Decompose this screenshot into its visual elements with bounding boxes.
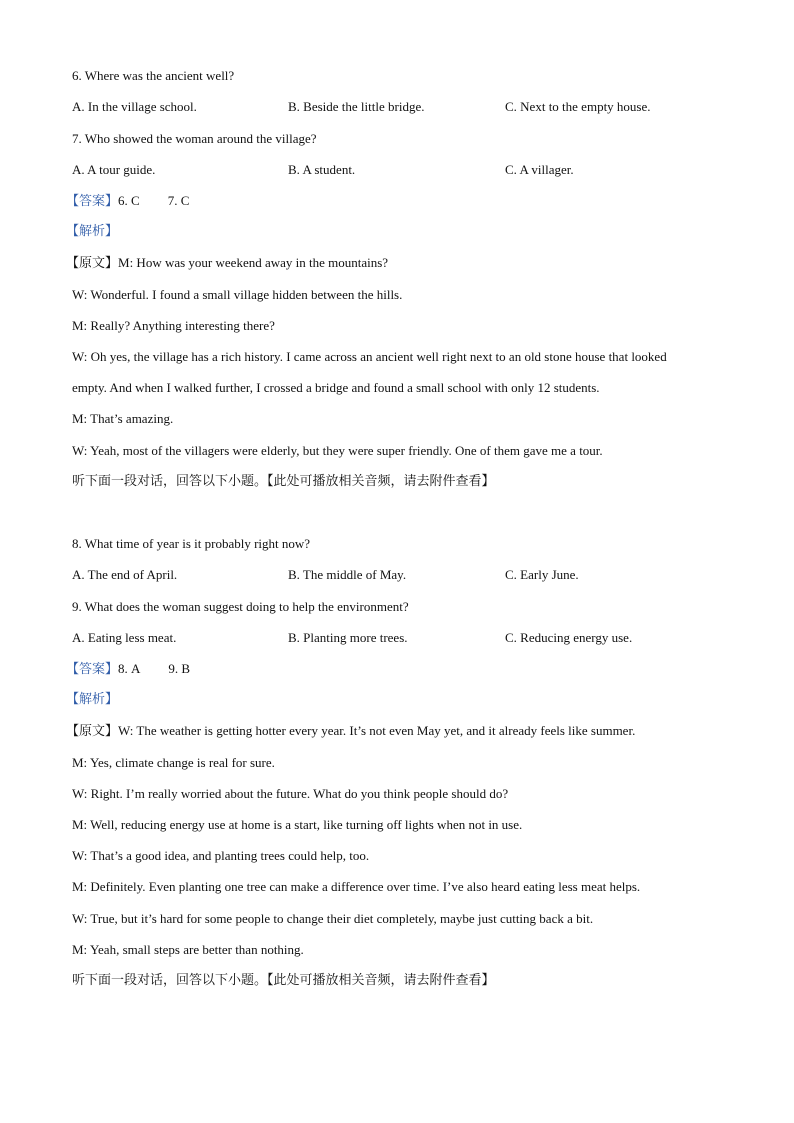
answer-9: 9. B <box>168 661 191 676</box>
analysis-label: 【解析】 <box>66 224 119 239</box>
question-9: 9. What does the woman suggest doing to help the environment? <box>72 599 409 614</box>
transcript-line: W: Wonderful. I found a small village hidden between the hills. <box>72 287 403 302</box>
option-b: B. A student. <box>288 162 356 177</box>
question-7: 7. Who showed the woman around the village? <box>72 131 317 146</box>
transcript-line: M: Really? Anything interesting there? <box>72 318 275 333</box>
transcript-line: W: Yeah, most of the villagers were elderly, but they were super friendly. One of them gave me a tour. <box>72 443 603 458</box>
transcript-line: M: Well, reducing energy use at home is a start, like turning off lights when not in use. <box>72 817 523 832</box>
option-b: B. Planting more trees. <box>288 630 408 645</box>
option-b: B. Beside the little bridge. <box>288 99 425 114</box>
option-a: A. The end of April. <box>72 567 178 582</box>
transcript-line: W: Right. I’m really worried about the future. What do you think people should do? <box>72 786 509 801</box>
transcript-text: M: How was your weekend away in the mountains? <box>118 255 389 270</box>
question-9-options <box>72 630 752 646</box>
option-c: C. Early June. <box>505 567 579 582</box>
transcript-line: empty. And when I walked further, I crossed a bridge and found a small school with only 12 students. <box>72 380 600 395</box>
transcript-label: 【原文】 <box>66 256 119 271</box>
answer-6: 6. C <box>118 193 140 208</box>
transcript-line: W: True, but it’s hard for some people to change their diet completely, maybe just cutting back a bit. <box>72 911 594 926</box>
answer-7: 7. C <box>167 193 190 208</box>
answer-8: 8. A <box>118 661 141 676</box>
listening-instruction: 听下面一段对话，回答以下小题。【此处可播放相关音频，请去附件查看】 <box>72 973 495 988</box>
question-8: 8. What time of year is it probably right now? <box>72 536 311 551</box>
option-c: C. Reducing energy use. <box>505 630 633 645</box>
option-a: A. Eating less meat. <box>72 630 177 645</box>
option-a: A. In the village school. <box>72 99 197 114</box>
question-6-options <box>72 99 752 115</box>
transcript-line: M: Definitely. Even planting one tree can make a difference over time. I’ve also heard eating less meat helps. <box>72 879 641 894</box>
answer-line <box>66 661 190 678</box>
question-8-options <box>72 567 752 583</box>
transcript-line: M: Yes, climate change is real for sure. <box>72 755 275 770</box>
option-c: C. Next to the empty house. <box>505 99 651 114</box>
analysis-label: 【解析】 <box>66 692 119 707</box>
transcript-text: W: The weather is getting hotter every year. It’s not even May yet, and it already feels like summer. <box>118 723 636 738</box>
transcript-line <box>66 255 388 272</box>
transcript-label: 【原文】 <box>66 724 119 739</box>
transcript-line: M: That’s amazing. <box>72 411 174 426</box>
listening-instruction: 听下面一段对话，回答以下小题。【此处可播放相关音频，请去附件查看】 <box>72 474 495 489</box>
answer-label: 【答案】 <box>66 194 119 209</box>
transcript-line: W: That’s a good idea, and planting trees could help, too. <box>72 848 370 863</box>
transcript-line: W: Oh yes, the village has a rich history. I came across an ancient well right next to an old stone house that looked <box>72 349 667 364</box>
question-6: 6. Where was the ancient well? <box>72 68 235 83</box>
transcript-line: M: Yeah, small steps are better than nothing. <box>72 942 304 957</box>
option-c: C. A villager. <box>505 162 574 177</box>
question-7-options <box>72 162 752 178</box>
answer-label: 【答案】 <box>66 662 119 677</box>
answer-line <box>66 193 189 210</box>
option-a: A. A tour guide. <box>72 162 156 177</box>
option-b: B. The middle of May. <box>288 567 407 582</box>
transcript-line <box>66 723 635 740</box>
